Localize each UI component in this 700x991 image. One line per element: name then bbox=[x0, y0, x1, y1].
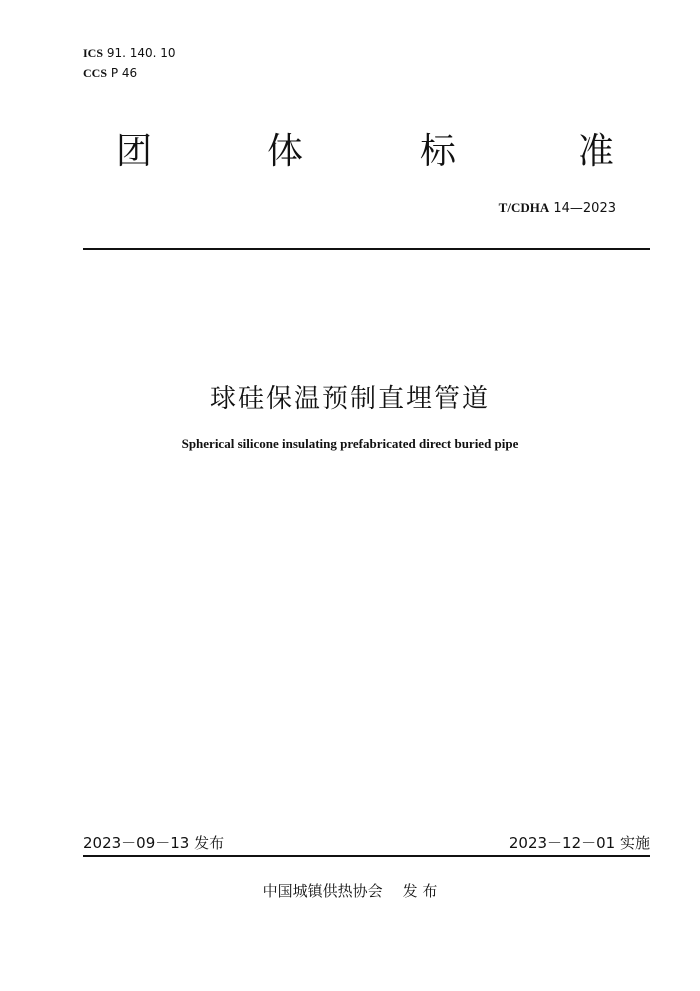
footer-divider bbox=[83, 855, 650, 857]
implement-date: 2023－12－01 实施 bbox=[508, 834, 650, 852]
publisher-name: 中国城镇供热协会 bbox=[262, 882, 383, 900]
ics-value: 91. 140. 10 bbox=[103, 46, 176, 60]
ccs-label: CCS bbox=[83, 66, 108, 80]
title-chinese: 球硅保温预制直埋管道 bbox=[209, 384, 490, 414]
ccs-value: P 46 bbox=[107, 66, 138, 80]
doc-type-char-1: 团 bbox=[116, 131, 153, 172]
standard-code-prefix: T/CDHA bbox=[498, 200, 550, 215]
doc-type-char-4: 准 bbox=[578, 131, 615, 172]
publisher-line bbox=[0, 882, 700, 900]
standard-code bbox=[499, 200, 616, 217]
standard-code-number: 14—2023 bbox=[549, 201, 616, 216]
ics-code bbox=[83, 46, 176, 60]
publish-date: 2023－09－13 发布 bbox=[83, 834, 225, 852]
title-english: Spherical silicone insulating prefabricated direct buried pipe bbox=[181, 436, 519, 451]
publisher-action: 发 布 bbox=[402, 882, 438, 900]
doc-type-char-2: 体 bbox=[267, 131, 304, 172]
ccs-code bbox=[83, 66, 137, 80]
header-divider bbox=[83, 248, 650, 250]
doc-type-char-3: 标 bbox=[420, 131, 457, 172]
ics-label: ICS bbox=[83, 46, 104, 60]
